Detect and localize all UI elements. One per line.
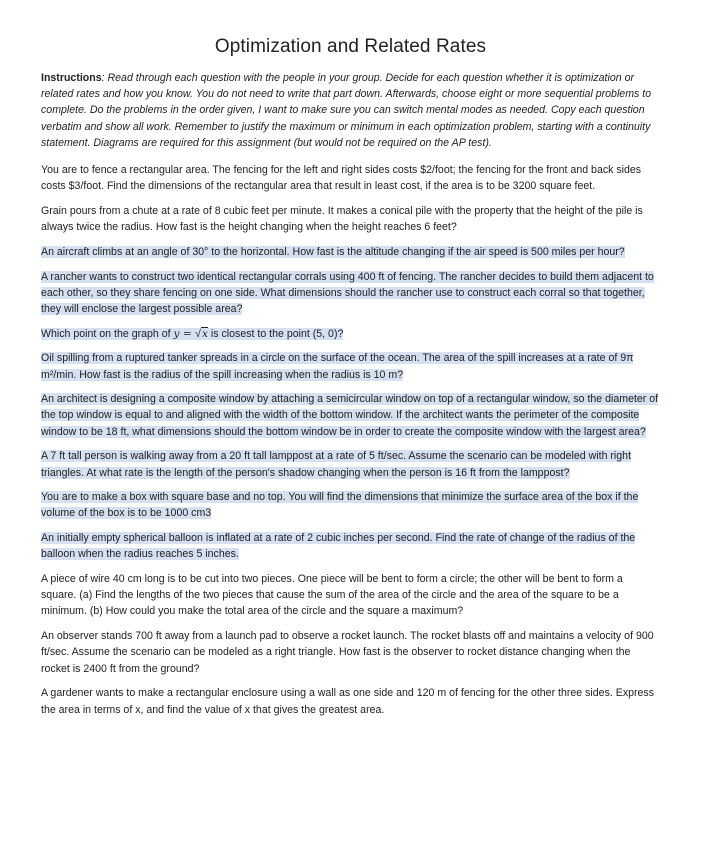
- question-item: [41, 391, 660, 440]
- question-item: [41, 350, 660, 382]
- question-text: Oil spilling from a ruptured tanker spreads in a circle on the surface of the ocean. The area of the spill increases at a rate of 9π m²/min. How fast is the radius of the spill increasing when the radius is 10 m?: [41, 352, 634, 381]
- question-item: [41, 162, 660, 194]
- question-item: [41, 571, 660, 620]
- question-text: Grain pours from a chute at a rate of 8 cubic feet per minute. It makes a conical pile with the property that the height of the pile is always twice the radius. How fast is the height changing when the height reaches 6 feet?: [41, 204, 643, 234]
- question-list: [41, 162, 660, 718]
- math-lhs: y =: [173, 327, 196, 340]
- question-item: [41, 326, 660, 342]
- question-text-post: is closest to the point (5, 0)?: [207, 327, 344, 340]
- question-text-pre: Which point on the graph of: [41, 327, 174, 340]
- math-radicand: x: [201, 327, 208, 340]
- question-item: [41, 244, 660, 260]
- sqrt-sign-icon: √: [195, 327, 201, 340]
- instructions-text: : Read through each question with the people in your group. Decide for each question whether it is optimization or related rates and how you know. You do not need to write that part down. Afterwards, choose eight or more sequential problems to complete. Do the problems in the order given, I want to make sure you can switch mental modes as needed. Copy each question verbatim and show all work. Remember to justify the maximum or minimum in each optimization problem, starting with a continuity statement. Diagrams are required for this assignment (but would not be required on the AP test).: [41, 72, 652, 149]
- question-text: You are to fence a rectangular area. The fencing for the left and right sides costs $2/foot; the fencing for the front and back sides costs $3/foot. Find the dimensions of the rectangular area that result in least cost, if the area is to be 3200 square feet.: [41, 164, 642, 193]
- question-text: An architect is designing a composite window by attaching a semicircular window on top of a rectangular window, so the diameter of the top window is equal to and aligned with the width of the bottom window. If the architect wants the perimeter of the composite window to be 18 ft, what dimensions should the bottom window be in order to create the composite window with the largest area?: [41, 393, 659, 438]
- question-text: A 7 ft tall person is walking away from a 20 ft tall lamppost at a rate of 5 ft/sec. Assume the scenario can be modeled with right triangles. At what rate is the length of the person's shadow changing when the person is 16 ft from the lamppost?: [41, 450, 632, 479]
- question-text: A rancher wants to construct two identical rectangular corrals using 400 ft of fencing. The rancher decides to build them adjacent to each other, so they share fencing on one side. What dimensions should the rancher use to construct each corral so that together, they will enclose the largest possible area?: [41, 270, 654, 315]
- question-text: [41, 328, 343, 340]
- question-item: [41, 448, 660, 480]
- question-item: [41, 685, 660, 717]
- instructions: [41, 70, 660, 151]
- question-text: An initially empty spherical balloon is inflated at a rate of 2 cubic inches per second. Find the rate of change of the radius of the balloon when the radius reaches 5 inches.: [41, 532, 636, 561]
- page-title: Optimization and Related Rates: [214, 36, 487, 57]
- question-item: [41, 530, 660, 562]
- question-text: An observer stands 700 ft away from a launch pad to observe a rocket launch. The rocket blasts off and maintains a velocity of 900 ft/sec. Assume the scenario can be modeled as a right triangle. How fast is the observer to rocket distance changing when the rocket is 2400 ft from the ground?: [41, 630, 654, 675]
- question-item: [41, 203, 660, 235]
- instructions-label: Instructions: [41, 72, 102, 84]
- question-text: A gardener wants to make a rectangular enclosure using a wall as one side and 120 m of fencing for the other three sides. Express the area in terms of x, and find the value of x that gives the greatest area.: [41, 687, 655, 716]
- question-item: [41, 628, 660, 677]
- question-item: [41, 269, 660, 318]
- question-text: You are to make a box with square base and no top. You will find the dimensions that minimize the surface area of the box if the volume of the box is to be 1000 cm3: [41, 491, 639, 520]
- question-item: [41, 489, 660, 521]
- question-text: A piece of wire 40 cm long is to be cut into two pieces. One piece will be bent to form a circle; the other will be bent to form a square. (a) Find the lengths of the two pieces that cause the sum of the area of the circle and the area of the square to be a minimum. (b) How could you make the total area of the circle and the square a maximum?: [41, 573, 623, 618]
- question-text: An aircraft climbs at an angle of 30° to the horizontal. How fast is the altitude changing if the air speed is 500 miles per hour?: [41, 245, 625, 258]
